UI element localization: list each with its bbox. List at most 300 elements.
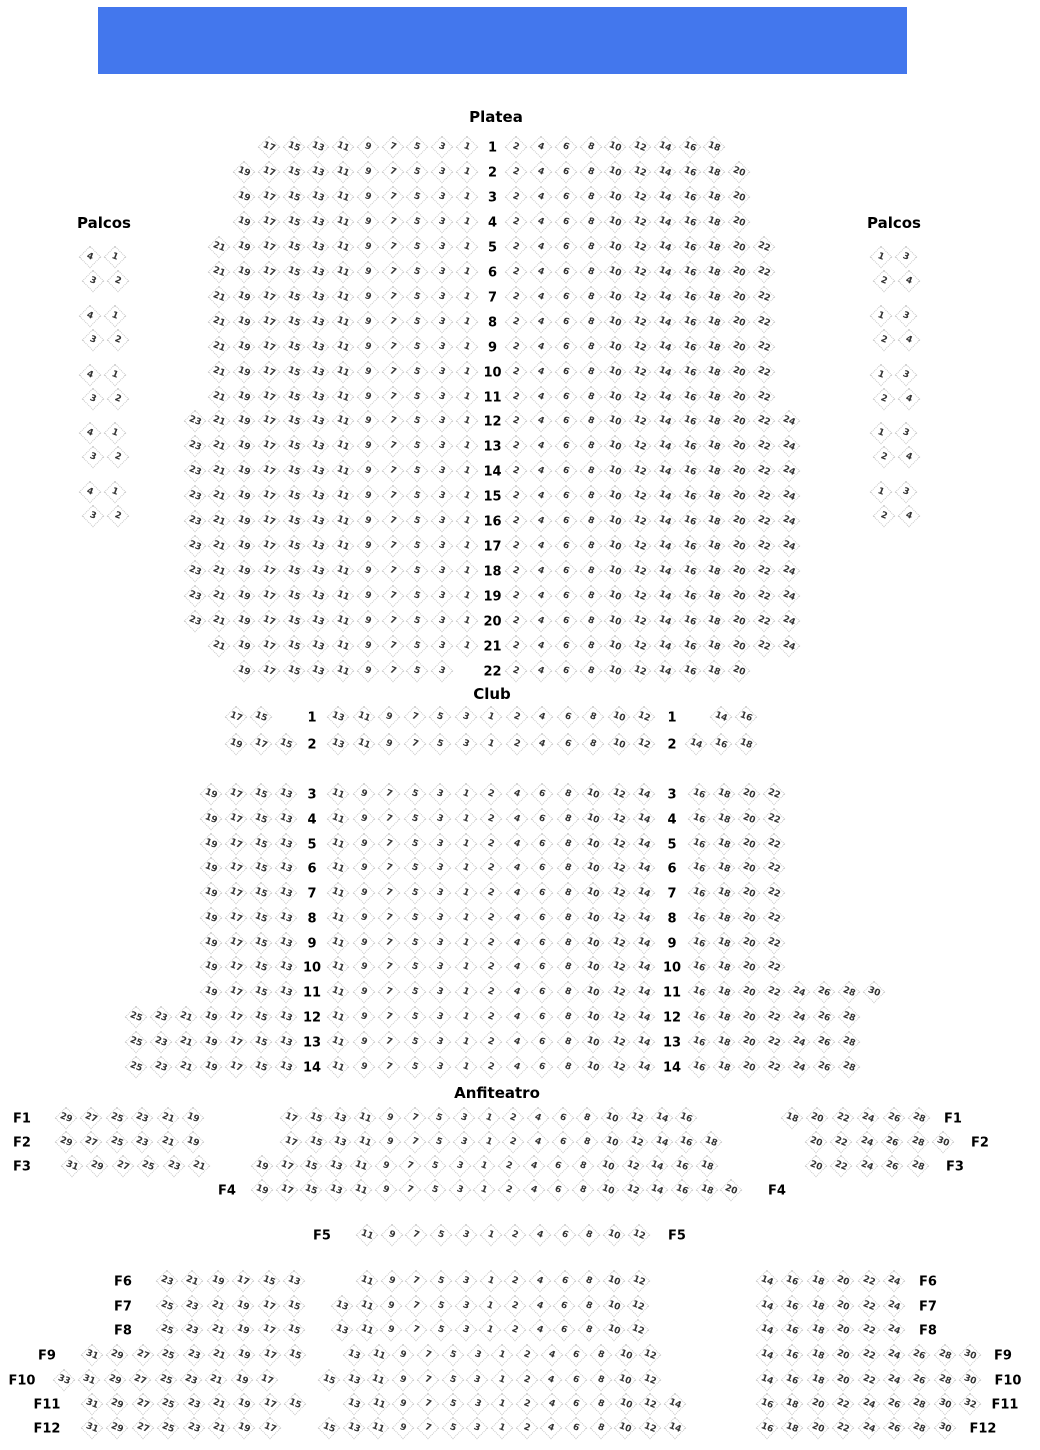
seat[interactable]: 27 [129, 1369, 152, 1392]
seat[interactable]: 15 [282, 610, 305, 633]
seat[interactable]: 14 [653, 335, 676, 358]
seat[interactable]: 2 [505, 260, 528, 283]
seat[interactable]: 12 [629, 136, 652, 159]
seat[interactable]: 5 [441, 1393, 464, 1416]
seat[interactable]: 13 [307, 385, 330, 408]
seat[interactable]: 3 [431, 610, 454, 633]
seat[interactable]: 6 [554, 610, 577, 633]
seat[interactable]: 17 [257, 510, 280, 533]
seat[interactable]: 12 [627, 1295, 650, 1318]
seat[interactable]: 12 [629, 435, 652, 458]
seat[interactable]: 2 [505, 733, 528, 756]
seat[interactable]: 4 [79, 481, 102, 504]
seat[interactable]: 4 [530, 660, 553, 683]
seat[interactable]: 8 [579, 285, 602, 308]
seat[interactable]: 24 [788, 1031, 811, 1054]
seat[interactable]: 29 [106, 1417, 129, 1440]
seat[interactable]: 15 [283, 1295, 306, 1318]
seat[interactable]: 20 [806, 1107, 829, 1130]
seat[interactable]: 21 [208, 610, 231, 633]
seat[interactable]: 13 [275, 981, 298, 1004]
seat[interactable]: 17 [257, 1295, 280, 1318]
seat[interactable]: 2 [505, 235, 528, 258]
seat[interactable]: 16 [756, 1393, 779, 1416]
seat[interactable]: 18 [806, 1319, 829, 1342]
seat[interactable]: 7 [378, 882, 401, 905]
seat[interactable]: 14 [653, 485, 676, 508]
seat[interactable]: 8 [582, 733, 605, 756]
seat[interactable]: 4 [79, 363, 102, 386]
seat[interactable]: 15 [250, 907, 273, 930]
seat[interactable]: 20 [738, 907, 761, 930]
seat[interactable]: 11 [356, 1224, 379, 1247]
seat[interactable]: 16 [675, 1107, 698, 1130]
seat[interactable]: 4 [505, 1031, 528, 1054]
seat[interactable]: 6 [554, 635, 577, 658]
seat[interactable]: 8 [579, 360, 602, 383]
seat[interactable]: 20 [832, 1295, 855, 1318]
seat[interactable]: 7 [381, 485, 404, 508]
seat[interactable]: 13 [307, 260, 330, 283]
seat[interactable]: 13 [343, 1393, 366, 1416]
seat[interactable]: 12 [607, 907, 630, 930]
seat[interactable]: 9 [356, 410, 379, 433]
seat[interactable]: 20 [728, 260, 751, 283]
seat[interactable]: 9 [352, 981, 375, 1004]
seat[interactable]: 12 [625, 1131, 648, 1154]
seat[interactable]: 4 [530, 635, 553, 658]
seat[interactable]: 9 [378, 733, 401, 756]
seat[interactable]: 30 [932, 1131, 955, 1154]
seat[interactable]: 20 [720, 1179, 743, 1202]
seat[interactable]: 6 [547, 1155, 570, 1178]
seat[interactable]: 6 [554, 136, 577, 159]
seat[interactable]: 17 [225, 932, 248, 955]
seat[interactable]: 12 [629, 360, 652, 383]
seat[interactable]: 8 [579, 410, 602, 433]
seat[interactable]: 1 [477, 1131, 500, 1154]
seat[interactable]: 1 [454, 1006, 477, 1029]
seat[interactable]: 11 [327, 857, 350, 880]
seat[interactable]: 3 [429, 808, 452, 831]
seat[interactable]: 9 [356, 136, 379, 159]
seat[interactable]: 24 [855, 1131, 878, 1154]
seat[interactable]: 21 [175, 1056, 198, 1079]
seat[interactable]: 9 [356, 235, 379, 258]
seat[interactable]: 25 [157, 1393, 180, 1416]
seat[interactable]: 19 [233, 435, 256, 458]
seat[interactable]: 11 [367, 1369, 390, 1392]
seat[interactable]: 5 [406, 410, 429, 433]
seat[interactable]: 3 [454, 733, 477, 756]
seat[interactable]: 3 [82, 387, 105, 410]
seat[interactable]: 9 [356, 360, 379, 383]
seat[interactable]: 13 [307, 136, 330, 159]
seat[interactable]: 9 [356, 385, 379, 408]
seat[interactable]: 7 [378, 783, 401, 806]
seat[interactable]: 4 [540, 1417, 563, 1440]
seat[interactable]: 14 [756, 1270, 779, 1293]
seat[interactable]: 7 [378, 833, 401, 856]
seat[interactable]: 21 [175, 1031, 198, 1054]
seat[interactable]: 11 [332, 161, 355, 184]
seat[interactable]: 9 [356, 510, 379, 533]
seat[interactable]: 9 [352, 1006, 375, 1029]
seat[interactable]: 17 [257, 560, 280, 583]
seat[interactable]: 14 [633, 882, 656, 905]
seat[interactable]: 11 [349, 1155, 372, 1178]
seat[interactable]: 17 [257, 186, 280, 209]
seat[interactable]: 19 [233, 1393, 256, 1416]
seat[interactable]: 25 [105, 1131, 128, 1154]
seat[interactable]: 2 [502, 1107, 525, 1130]
seat[interactable]: 10 [604, 136, 627, 159]
seat[interactable]: 22 [763, 808, 786, 831]
seat[interactable]: 16 [781, 1344, 804, 1367]
seat[interactable]: 17 [280, 1131, 303, 1154]
seat[interactable]: 7 [378, 808, 401, 831]
seat[interactable]: 16 [671, 1155, 694, 1178]
seat[interactable]: 22 [763, 907, 786, 930]
seat[interactable]: 20 [728, 560, 751, 583]
seat[interactable]: 14 [653, 136, 676, 159]
seat[interactable]: 2 [480, 981, 503, 1004]
seat[interactable]: 22 [752, 310, 775, 333]
seat[interactable]: 10 [582, 1031, 605, 1054]
seat[interactable]: 14 [685, 733, 708, 756]
seat[interactable]: 13 [275, 1006, 298, 1029]
seat[interactable]: 8 [589, 1369, 612, 1392]
seat[interactable]: 2 [505, 460, 528, 483]
seat[interactable]: 29 [86, 1155, 109, 1178]
seat[interactable]: 1 [454, 808, 477, 831]
seat[interactable]: 15 [284, 1393, 307, 1416]
seat[interactable]: 7 [381, 285, 404, 308]
seat[interactable]: 19 [233, 660, 256, 683]
seat[interactable]: 12 [625, 1107, 648, 1130]
seat[interactable]: 19 [232, 1319, 255, 1342]
seat[interactable]: 29 [55, 1107, 78, 1130]
seat[interactable]: 9 [352, 857, 375, 880]
seat[interactable]: 15 [282, 435, 305, 458]
seat[interactable]: 18 [703, 186, 726, 209]
seat[interactable]: 25 [157, 1417, 180, 1440]
seat[interactable]: 4 [530, 385, 553, 408]
seat[interactable]: 21 [208, 335, 231, 358]
seat[interactable]: 25 [125, 1056, 148, 1079]
seat[interactable]: 17 [257, 385, 280, 408]
seat[interactable]: 1 [454, 1056, 477, 1079]
seat[interactable]: 1 [455, 211, 478, 234]
seat[interactable]: 10 [604, 560, 627, 583]
seat[interactable]: 3 [431, 510, 454, 533]
seat[interactable]: 8 [579, 610, 602, 633]
seat[interactable]: 8 [556, 907, 579, 930]
seat[interactable]: 6 [531, 1056, 554, 1079]
seat[interactable]: 27 [80, 1131, 103, 1154]
seat[interactable]: 16 [678, 385, 701, 408]
seat[interactable]: 3 [429, 857, 452, 880]
seat[interactable]: 12 [629, 510, 652, 533]
seat[interactable]: 19 [200, 783, 223, 806]
seat[interactable]: 18 [703, 460, 726, 483]
seat[interactable]: 17 [257, 585, 280, 608]
seat[interactable]: 29 [106, 1393, 129, 1416]
seat[interactable]: 16 [678, 635, 701, 658]
seat[interactable]: 16 [678, 485, 701, 508]
seat[interactable]: 20 [738, 1006, 761, 1029]
seat[interactable]: 14 [653, 360, 676, 383]
seat[interactable]: 8 [590, 1393, 613, 1416]
seat[interactable]: 16 [678, 186, 701, 209]
seat[interactable]: 14 [653, 235, 676, 258]
seat[interactable]: 18 [713, 1056, 736, 1079]
seat[interactable]: 26 [908, 1344, 931, 1367]
seat[interactable]: 19 [233, 535, 256, 558]
seat[interactable]: 26 [908, 1369, 931, 1392]
seat[interactable]: 18 [703, 260, 726, 283]
seat[interactable]: 19 [233, 485, 256, 508]
seat[interactable]: 11 [332, 560, 355, 583]
seat[interactable]: 7 [378, 981, 401, 1004]
seat[interactable]: 15 [250, 1031, 273, 1054]
seat[interactable]: 7 [403, 706, 426, 729]
seat[interactable]: 8 [578, 1295, 601, 1318]
seat[interactable]: 1 [479, 1270, 502, 1293]
seat[interactable]: 13 [307, 610, 330, 633]
seat[interactable]: 2 [107, 270, 130, 293]
seat[interactable]: 22 [752, 360, 775, 383]
seat[interactable]: 10 [604, 211, 627, 234]
seat[interactable]: 13 [275, 932, 298, 955]
seat[interactable]: 8 [556, 882, 579, 905]
seat[interactable]: 8 [556, 981, 579, 1004]
seat[interactable]: 14 [756, 1344, 779, 1367]
seat[interactable]: 10 [607, 706, 630, 729]
seat[interactable]: 30 [933, 1417, 956, 1440]
seat[interactable]: 10 [604, 186, 627, 209]
seat[interactable]: 5 [428, 1131, 451, 1154]
seat[interactable]: 5 [406, 560, 429, 583]
seat[interactable]: 7 [378, 1031, 401, 1054]
seat[interactable]: 10 [582, 907, 605, 930]
seat[interactable]: 23 [150, 1006, 173, 1029]
seat[interactable]: 19 [233, 1417, 256, 1440]
seat[interactable]: 1 [104, 422, 127, 445]
seat[interactable]: 8 [578, 1270, 601, 1293]
seat[interactable]: 18 [703, 161, 726, 184]
seat[interactable]: 6 [554, 360, 577, 383]
seat[interactable]: 8 [579, 660, 602, 683]
seat[interactable]: 15 [282, 510, 305, 533]
seat[interactable]: 24 [777, 560, 800, 583]
seat[interactable]: 15 [282, 211, 305, 234]
seat[interactable]: 20 [728, 410, 751, 433]
seat[interactable]: 5 [403, 882, 426, 905]
seat[interactable]: 3 [895, 481, 918, 504]
seat[interactable]: 7 [381, 161, 404, 184]
seat[interactable]: 11 [327, 1031, 350, 1054]
seat[interactable]: 9 [378, 1131, 401, 1154]
seat[interactable]: 1 [473, 1155, 496, 1178]
seat[interactable]: 10 [607, 733, 630, 756]
seat[interactable]: 23 [181, 1295, 204, 1318]
seat[interactable]: 16 [688, 1006, 711, 1029]
seat[interactable]: 15 [282, 385, 305, 408]
seat[interactable]: 17 [225, 706, 248, 729]
seat[interactable]: 4 [79, 304, 102, 327]
seat[interactable]: 21 [208, 235, 231, 258]
seat[interactable]: 11 [354, 1131, 377, 1154]
seat[interactable]: 3 [466, 1393, 489, 1416]
seat[interactable]: 21 [181, 1270, 204, 1293]
seat[interactable]: 11 [332, 635, 355, 658]
seat[interactable]: 21 [205, 1369, 228, 1392]
seat[interactable]: 7 [403, 1131, 426, 1154]
seat[interactable]: 2 [480, 783, 503, 806]
seat[interactable]: 8 [556, 808, 579, 831]
seat[interactable]: 10 [582, 808, 605, 831]
seat[interactable]: 7 [403, 1107, 426, 1130]
seat[interactable]: 9 [352, 907, 375, 930]
seat[interactable]: 15 [282, 535, 305, 558]
seat[interactable]: 18 [713, 882, 736, 905]
seat[interactable]: 23 [180, 1369, 203, 1392]
seat[interactable]: 1 [455, 460, 478, 483]
seat[interactable]: 14 [653, 435, 676, 458]
seat[interactable]: 13 [275, 907, 298, 930]
seat[interactable]: 13 [331, 1295, 354, 1318]
seat[interactable]: 20 [728, 460, 751, 483]
seat[interactable]: 8 [556, 833, 579, 856]
seat[interactable]: 8 [556, 1006, 579, 1029]
seat[interactable]: 4 [898, 446, 921, 469]
seat[interactable]: 12 [607, 833, 630, 856]
seat[interactable]: 6 [531, 783, 554, 806]
seat[interactable]: 2 [498, 1179, 521, 1202]
seat[interactable]: 8 [556, 1056, 579, 1079]
seat[interactable]: 27 [80, 1107, 103, 1130]
seat[interactable]: 14 [633, 1056, 656, 1079]
seat[interactable]: 7 [381, 385, 404, 408]
seat[interactable]: 14 [646, 1155, 669, 1178]
seat[interactable]: 1 [455, 335, 478, 358]
seat[interactable]: 13 [307, 161, 330, 184]
seat[interactable]: 12 [639, 1344, 662, 1367]
seat[interactable]: 3 [448, 1155, 471, 1178]
seat[interactable]: 28 [838, 1006, 861, 1029]
seat[interactable]: 13 [327, 706, 350, 729]
seat[interactable]: 23 [131, 1131, 154, 1154]
seat[interactable]: 22 [763, 882, 786, 905]
seat[interactable]: 5 [406, 385, 429, 408]
seat[interactable]: 12 [639, 1417, 662, 1440]
seat[interactable]: 13 [307, 535, 330, 558]
seat[interactable]: 9 [356, 610, 379, 633]
seat[interactable]: 26 [813, 1056, 836, 1079]
seat[interactable]: 1 [477, 1107, 500, 1130]
seat[interactable]: 13 [307, 635, 330, 658]
seat[interactable]: 19 [233, 1344, 256, 1367]
seat[interactable]: 2 [505, 706, 528, 729]
seat[interactable]: 4 [530, 435, 553, 458]
seat[interactable]: 26 [881, 1155, 904, 1178]
seat[interactable]: 14 [633, 783, 656, 806]
seat[interactable]: 21 [188, 1155, 211, 1178]
seat[interactable]: 5 [406, 535, 429, 558]
seat[interactable]: 16 [688, 981, 711, 1004]
seat[interactable]: 1 [455, 360, 478, 383]
seat[interactable]: 1 [491, 1369, 514, 1392]
seat[interactable]: 16 [678, 410, 701, 433]
seat[interactable]: 8 [579, 335, 602, 358]
seat[interactable]: 31 [61, 1155, 84, 1178]
seat[interactable]: 16 [678, 585, 701, 608]
seat[interactable]: 21 [206, 1319, 229, 1342]
seat[interactable]: 13 [331, 1319, 354, 1342]
seat[interactable]: 18 [703, 560, 726, 583]
seat[interactable]: 19 [233, 385, 256, 408]
seat[interactable]: 29 [55, 1131, 78, 1154]
seat[interactable]: 17 [258, 1417, 281, 1440]
seat[interactable]: 18 [703, 360, 726, 383]
seat[interactable]: 9 [380, 1270, 403, 1293]
seat[interactable]: 19 [233, 460, 256, 483]
seat[interactable]: 16 [688, 907, 711, 930]
seat[interactable]: 16 [688, 932, 711, 955]
seat[interactable]: 4 [527, 1131, 550, 1154]
seat[interactable]: 1 [455, 510, 478, 533]
seat[interactable]: 7 [381, 610, 404, 633]
seat[interactable]: 7 [399, 1155, 422, 1178]
seat[interactable]: 5 [430, 1224, 453, 1247]
seat[interactable]: 13 [275, 1056, 298, 1079]
seat[interactable]: 4 [530, 360, 553, 383]
seat[interactable]: 4 [505, 956, 528, 979]
seat[interactable]: 14 [756, 1319, 779, 1342]
seat[interactable]: 15 [282, 460, 305, 483]
seat[interactable]: 14 [653, 610, 676, 633]
seat[interactable]: 13 [283, 1270, 306, 1293]
seat[interactable]: 17 [257, 635, 280, 658]
seat[interactable]: 25 [156, 1319, 179, 1342]
seat[interactable]: 16 [678, 435, 701, 458]
seat[interactable]: 14 [633, 808, 656, 831]
seat[interactable]: 3 [895, 304, 918, 327]
seat[interactable]: 6 [554, 460, 577, 483]
seat[interactable]: 4 [530, 235, 553, 258]
seat[interactable]: 13 [307, 510, 330, 533]
seat[interactable]: 12 [629, 186, 652, 209]
seat[interactable]: 15 [282, 410, 305, 433]
seat[interactable]: 10 [582, 1006, 605, 1029]
seat[interactable]: 16 [671, 1179, 694, 1202]
seat[interactable]: 4 [522, 1155, 545, 1178]
seat[interactable]: 4 [531, 733, 554, 756]
seat[interactable]: 8 [556, 857, 579, 880]
seat[interactable]: 22 [752, 635, 775, 658]
seat[interactable]: 8 [589, 1417, 612, 1440]
seat[interactable]: 9 [392, 1393, 415, 1416]
seat[interactable]: 26 [883, 1393, 906, 1416]
seat[interactable]: 14 [650, 1131, 673, 1154]
seat[interactable]: 25 [125, 1006, 148, 1029]
seat[interactable]: 19 [200, 808, 223, 831]
seat[interactable]: 3 [431, 136, 454, 159]
seat[interactable]: 1 [455, 535, 478, 558]
seat[interactable]: 7 [381, 136, 404, 159]
seat[interactable]: 22 [763, 1031, 786, 1054]
